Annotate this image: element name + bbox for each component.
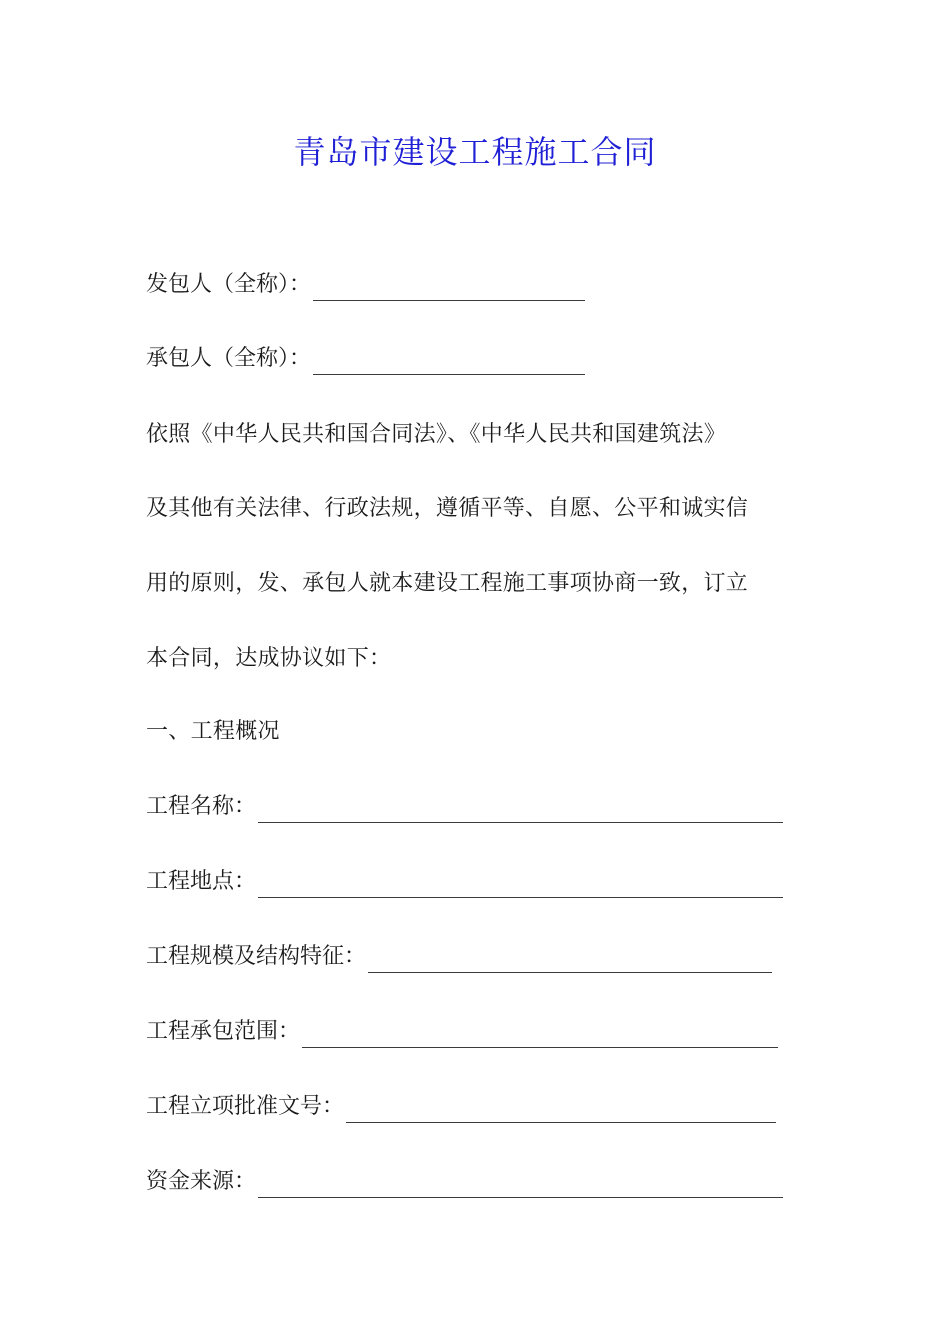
project-name-blank[interactable] — [258, 800, 783, 823]
project-name-line — [146, 789, 783, 825]
funding-source-blank[interactable] — [258, 1175, 783, 1198]
project-name-label: 工程名称： — [146, 794, 257, 819]
project-location-line — [146, 864, 783, 900]
contract-scope-label: 工程承包范围： — [146, 1019, 301, 1044]
preamble-line-1: 依照《中华人民共和国合同法》、《中华人民共和国建筑法》 — [146, 422, 727, 447]
contract-scope-blank[interactable] — [302, 1025, 778, 1048]
approval-number-label: 工程立项批准文号： — [146, 1094, 345, 1119]
preamble-line-3: 用的原则，发、承包人就本建设工程施工事项协商一致，订立 — [146, 571, 749, 596]
contract-scope-line — [146, 1014, 778, 1050]
project-location-blank[interactable] — [258, 875, 783, 898]
project-scale-line — [146, 939, 772, 975]
project-scale-blank[interactable] — [368, 950, 772, 973]
approval-number-line — [146, 1089, 776, 1125]
contractor-name-line — [146, 341, 585, 377]
project-scale-label: 工程规模及结构特征： — [146, 944, 367, 969]
funding-source-label: 资金来源： — [146, 1169, 257, 1194]
approval-number-blank[interactable] — [346, 1100, 776, 1123]
document-title: 青岛市建设工程施工合同 — [293, 133, 657, 171]
preamble-line-4: 本合同，达成协议如下： — [146, 646, 392, 671]
employer-name-line — [146, 267, 585, 303]
contractor-name-blank[interactable] — [313, 352, 585, 375]
funding-source-line — [146, 1164, 783, 1200]
employer-name-blank[interactable] — [313, 278, 585, 301]
preamble-line-2: 及其他有关法律、行政法规，遵循平等、自愿、公平和诚实信 — [146, 496, 749, 521]
project-location-label: 工程地点： — [146, 869, 257, 894]
contractor-name-label: 承包人（全称）： — [146, 346, 312, 371]
section-heading: 一、工程概况 — [146, 719, 280, 744]
employer-name-label: 发包人（全称）： — [146, 272, 312, 297]
